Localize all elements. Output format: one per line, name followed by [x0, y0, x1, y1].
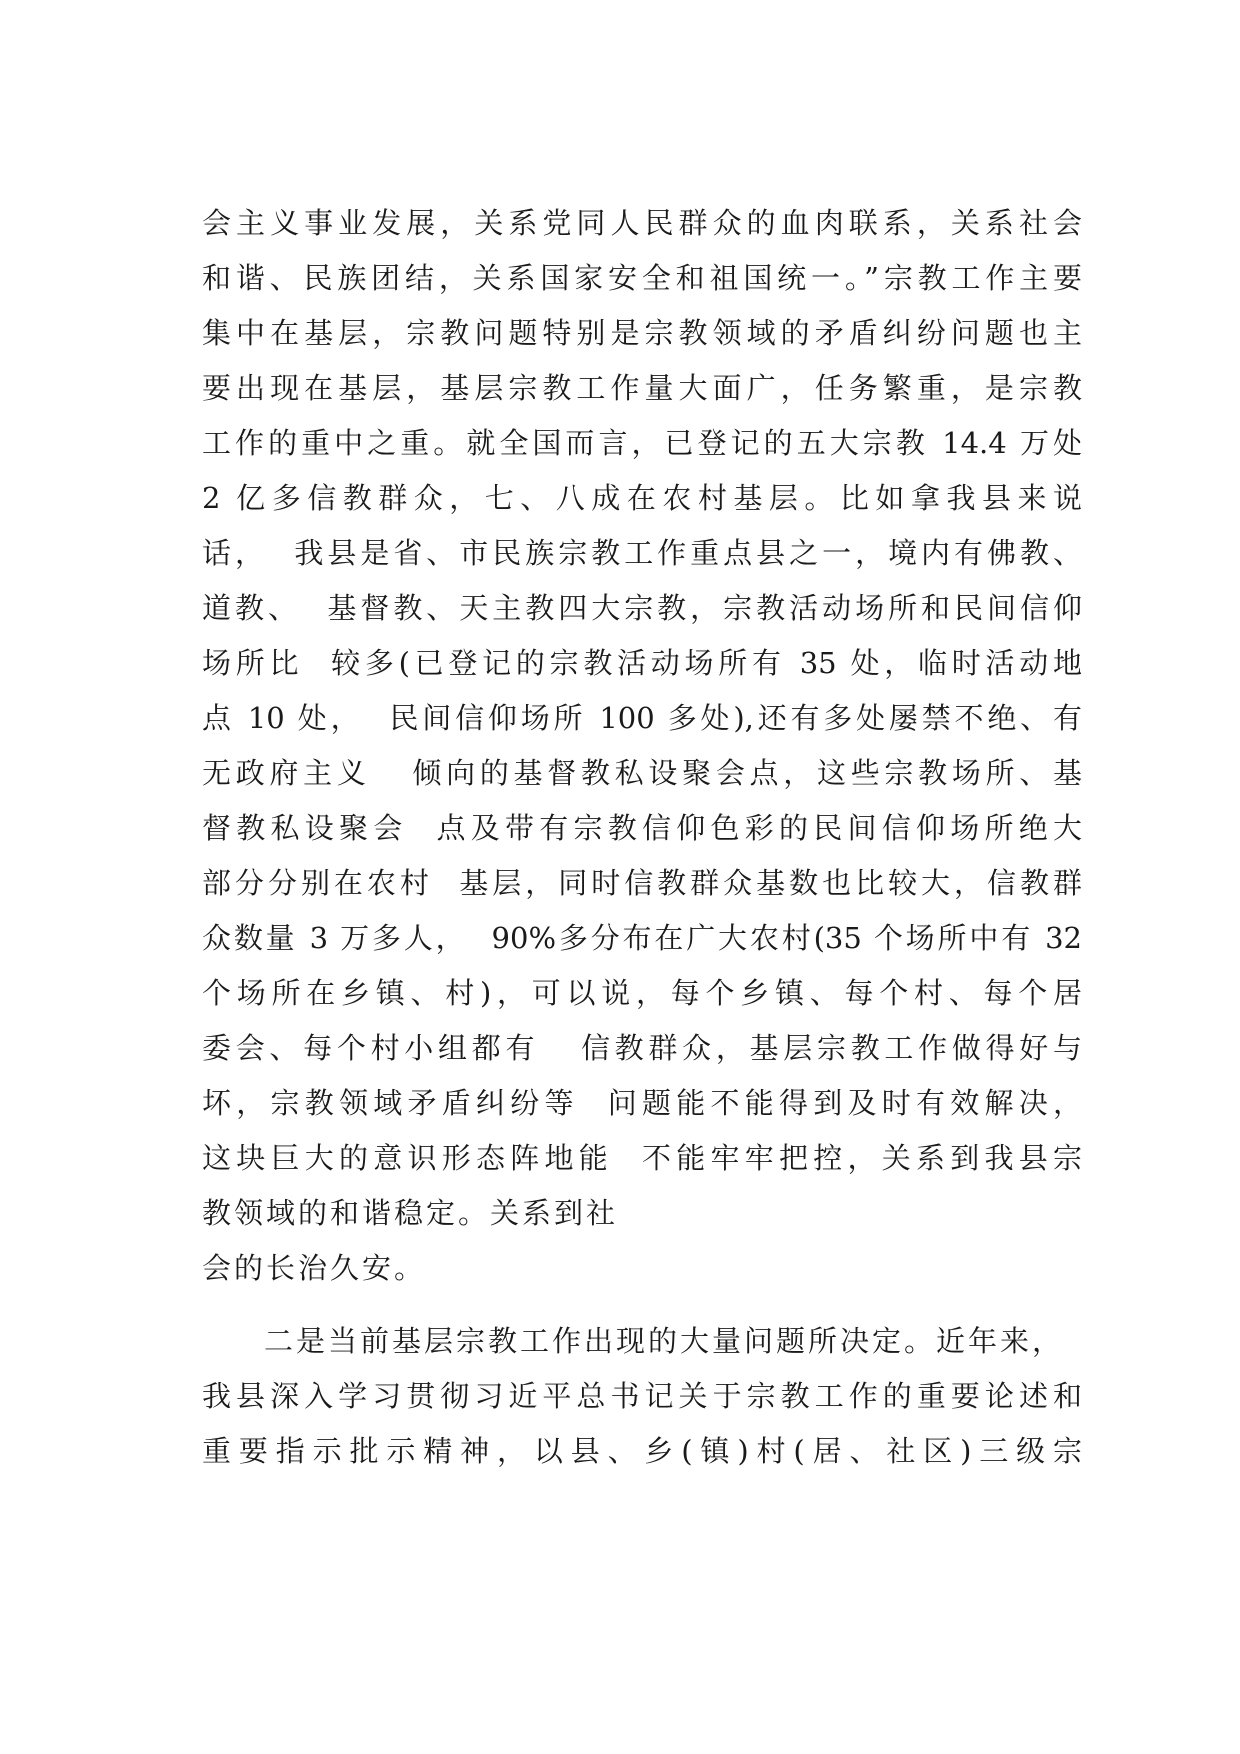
text-line: 场所比 较多(已登记的宗教活动场所有 35 处，临时活动地	[202, 646, 1082, 680]
text-line: 要出现在基层，基层宗教工作量大面广，任务繁重，是宗教	[202, 371, 1082, 405]
paragraph-1	[202, 196, 1082, 1296]
text-line: 委会、每个村小组都有 信教群众，基层宗教工作做得好与	[202, 1031, 1082, 1065]
text-line: 二是当前基层宗教工作出现的大量问题所决定。近年来，	[264, 1324, 1065, 1358]
body-text	[202, 196, 1082, 1479]
text-line: 话， 我县是省、市民族宗教工作重点县之一，境内有佛教、	[202, 536, 1082, 570]
text-line: 个场所在乡镇、村)，可以说，每个乡镇、每个村、每个居	[202, 976, 1082, 1010]
text-line: 工作的重中之重。就全国而言，已登记的五大宗教 14.4 万处	[202, 426, 1082, 460]
paragraph-2	[202, 1314, 1082, 1479]
text-line: 会主义事业发展，关系党同人民群众的血肉联系，关系社会	[202, 206, 1082, 240]
text-line: 集中在基层，宗教问题特别是宗教领域的矛盾纠纷问题也主	[202, 316, 1082, 350]
text-line: 和谐、民族团结，关系国家安全和祖国统一。”宗教工作主要	[202, 261, 1082, 295]
text-line: 坏，宗教领域矛盾纠纷等 问题能不能得到及时有效解决，	[202, 1086, 1082, 1120]
text-line: 这块巨大的意识形态阵地能 不能牢牢把控，关系到我县宗	[202, 1141, 1082, 1175]
text-line: 会的长治久安。	[202, 1251, 427, 1285]
paragraph-gap	[202, 1296, 1082, 1314]
text-line: 道教、 基督教、天主教四大宗教，宗教活动场所和民间信仰	[202, 591, 1082, 625]
text-line: 教领域的和谐稳定。关系到社	[202, 1196, 619, 1230]
text-line: 众数量 3 万多人， 90%多分布在广大农村(35 个场所中有 32	[202, 921, 1082, 955]
text-line: 我县深入学习贯彻习近平总书记关于宗教工作的重要论述和	[202, 1379, 1082, 1413]
text-line: 督教私设聚会 点及带有宗教信仰色彩的民间信仰场所绝大	[202, 811, 1082, 845]
text-line: 点 10 处， 民间信仰场所 100 多处),还有多处屡禁不绝、有	[202, 701, 1082, 735]
text-line: 无政府主义 倾向的基督教私设聚会点，这些宗教场所、基	[202, 756, 1082, 790]
text-line: 重要指示批示精神，以县、乡(镇)村(居、社区)三级宗	[202, 1434, 1082, 1468]
text-line: 2 亿多信教群众，七、八成在农村基层。比如拿我县来说	[202, 481, 1082, 515]
text-line: 部分分别在农村 基层，同时信教群众基数也比较大，信教群	[202, 866, 1082, 900]
